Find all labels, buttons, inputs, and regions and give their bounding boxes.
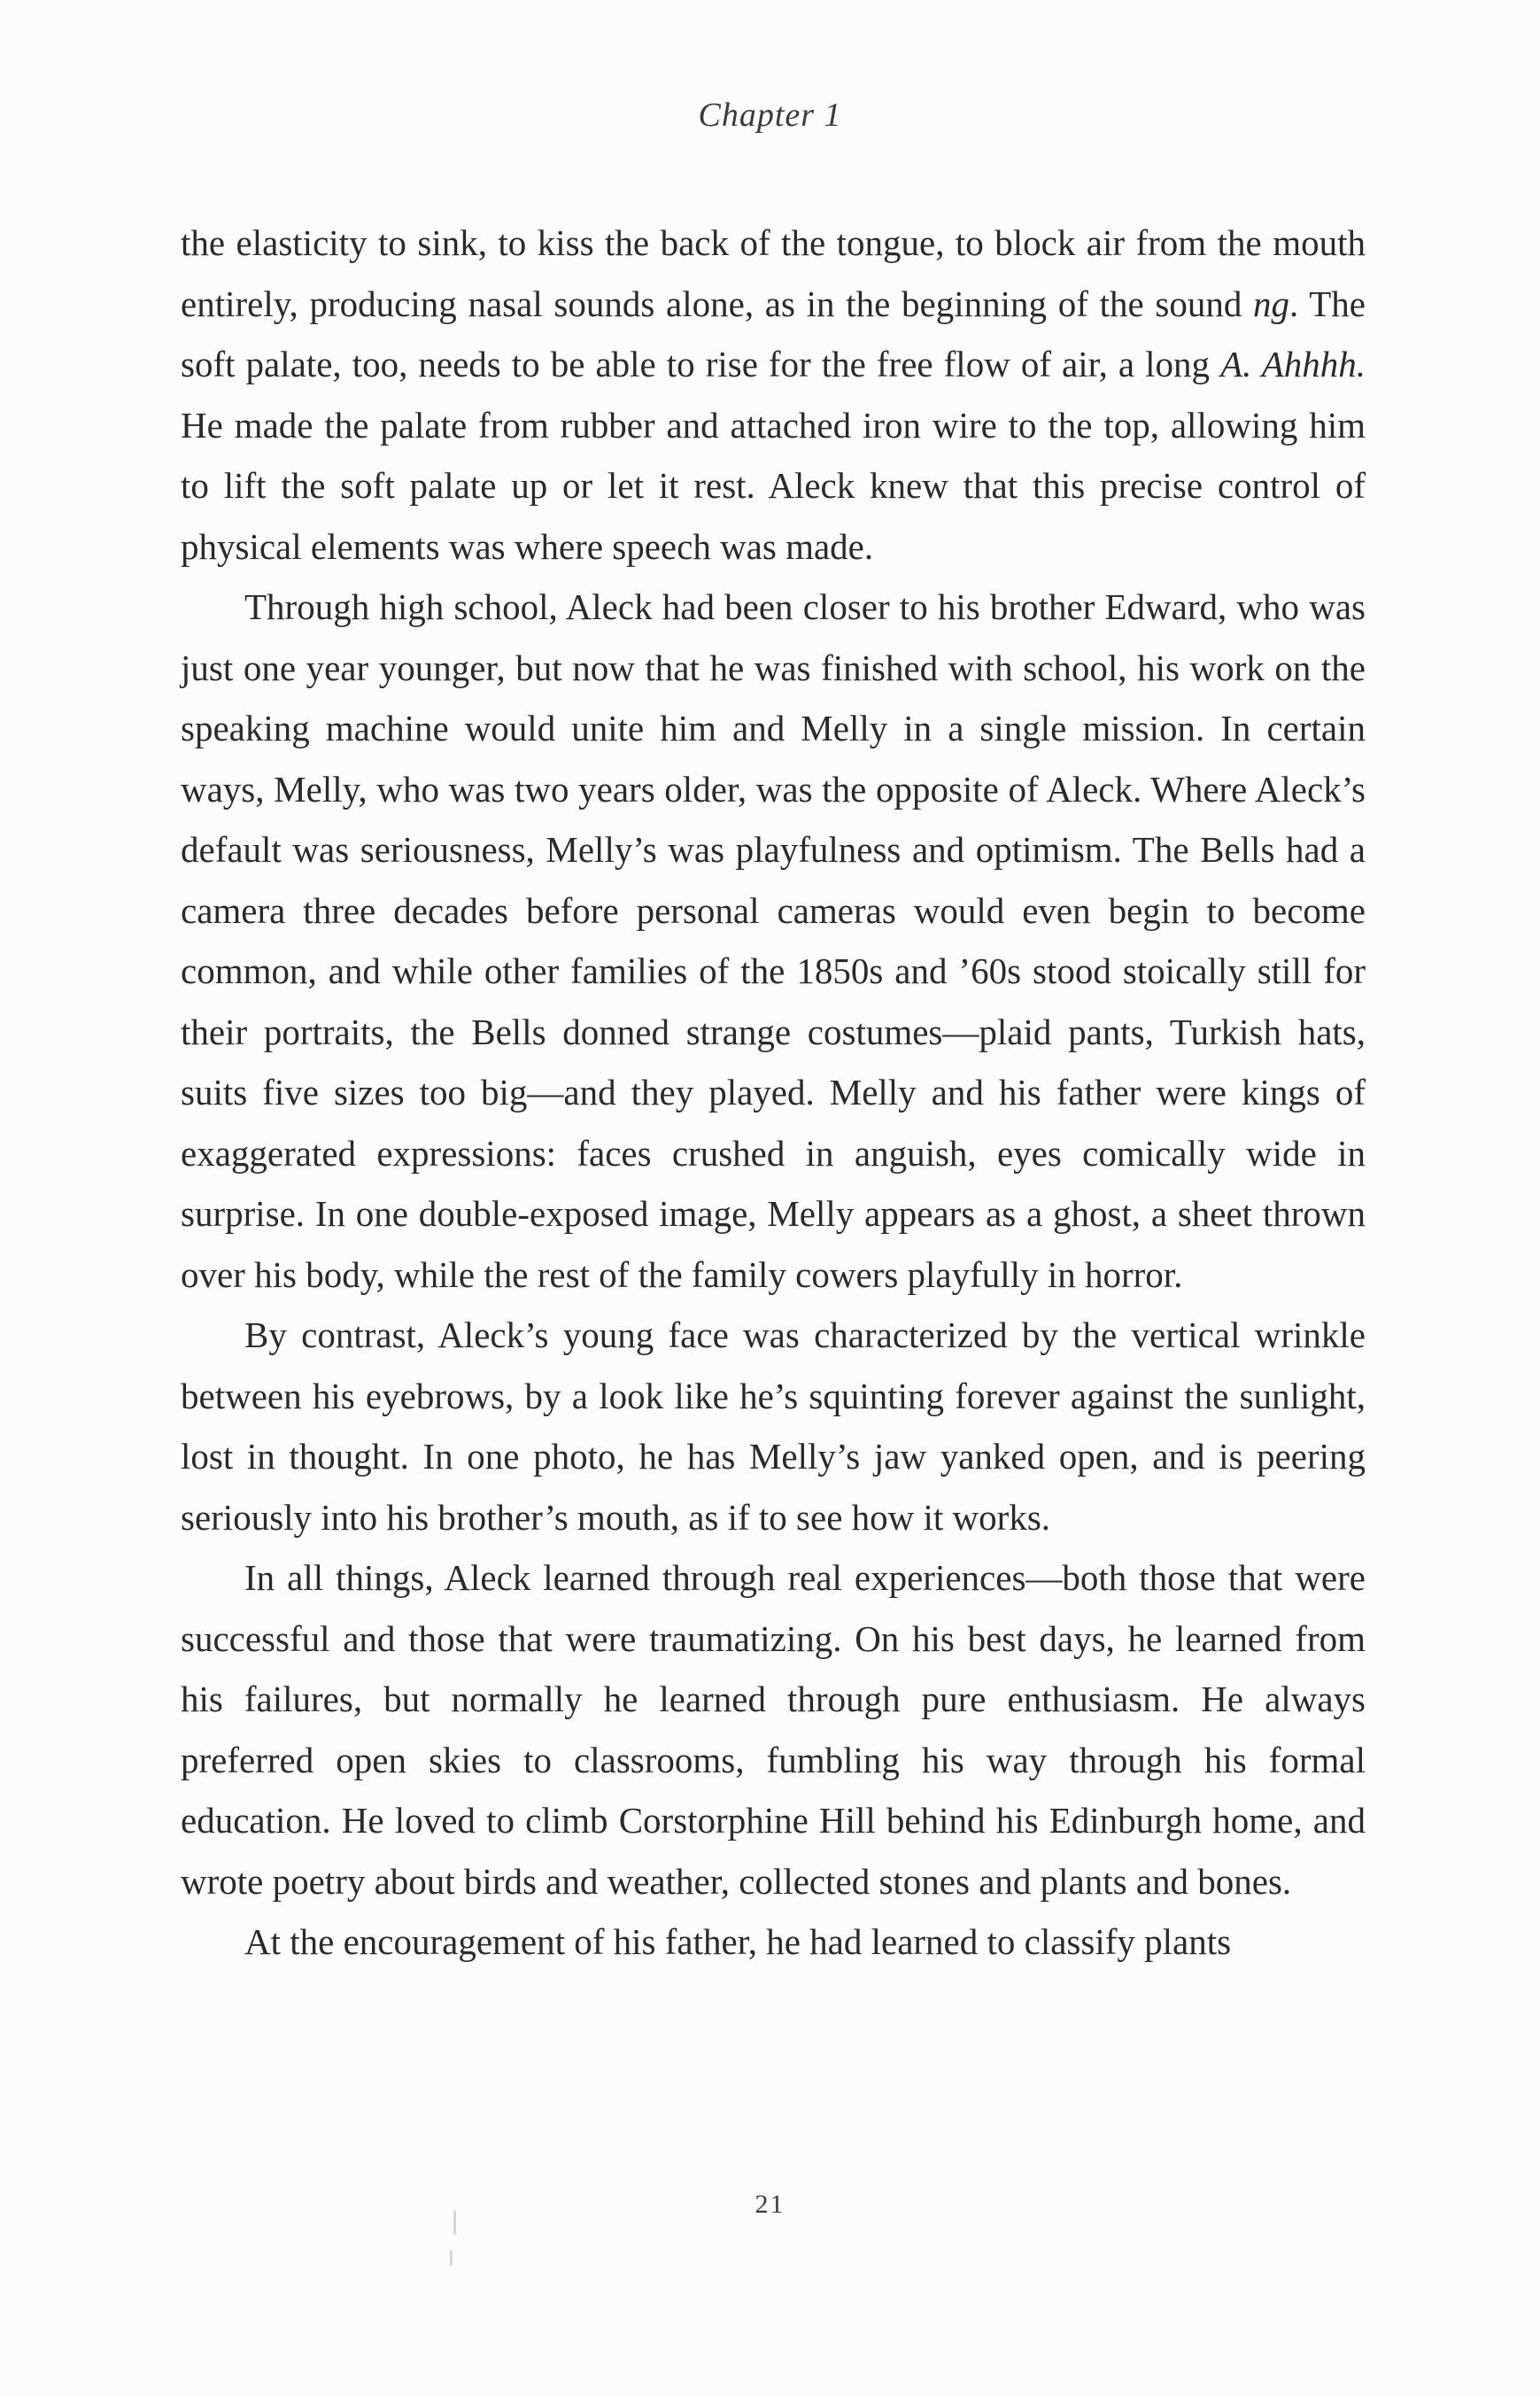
paragraph-5	[181, 1911, 1366, 1973]
body-text	[181, 213, 1366, 1973]
scan-mark	[450, 2250, 453, 2266]
text-segment: Through high school, Aleck had been closer to his brother Edward, who was just one year younger, but now that he was finished with school, his work on the speaking machine would unite him and Melly in a single mission. In certain ways, Melly, who was two years older, was the opposite of Aleck. Where Aleck’s default was seriousness, Melly’s was playfulness and optimism. The Bells had a camera three decades before personal cameras would even begin to become common, and while other families of the 1850s and ’60s stood stoically still for their portraits, the Bells donned strange costumes—plaid pants, Turkish hats, suits five sizes too big—and they played. Melly and his father were kings of exaggerated expressions: faces crushed in anguish, eyes comically wide in surprise. In one double-exposed image, Melly appears as a ghost, a sheet thrown over his body, while the rest of the family cowers playfully in horror.	[181, 586, 1366, 1295]
paragraph-2	[181, 577, 1366, 1305]
text-segment: He made the palate from rubber and attached iron wire to the top, allowing him to lift the soft palate up or let it rest. Aleck knew that this precise control of physical elements was where speech was made.	[181, 404, 1366, 567]
text-segment: At the encouragement of his father, he had learned to classify plants	[244, 1921, 1232, 1962]
paragraph-4	[181, 1547, 1366, 1911]
paragraph-3	[181, 1305, 1366, 1547]
italic-segment: ng	[1253, 283, 1290, 324]
paragraph-1	[181, 213, 1366, 577]
text-segment: . The soft palate, too, needs to be able to rise for the free flow of air, a long	[181, 283, 1366, 384]
italic-segment: A. Ahhhh.	[1220, 344, 1366, 384]
text-segment: By contrast, Aleck’s young face was characterized by the vertical wrinkle between his eyebrows, by a look like he’s squinting forever against the sunlight, lost in thought. In one photo, he has Melly’s jaw yanked open, and is peering seriously into his brother’s mouth, as if to see how it works.	[181, 1314, 1366, 1538]
page-number: 21	[755, 2190, 785, 2219]
text-segment: the elasticity to sink, to kiss the back of the tongue, to block air from the mouth entirely, producing nasal sounds alone, as in the beginning of the sound	[181, 222, 1366, 324]
running-head: Chapter 1	[698, 97, 842, 134]
text-segment: In all things, Aleck learned through real experiences—both those that were successful and those that were traumatizing. On his best days, he learned from his failures, but normally he learned through pure enthusiasm. He always preferred open skies to classrooms, fumbling his way through his formal education. He loved to climb Corstorphine Hill behind his Edinburgh home, and wrote poetry about birds and weather, collected stones and plants and bones.	[181, 1557, 1366, 1902]
